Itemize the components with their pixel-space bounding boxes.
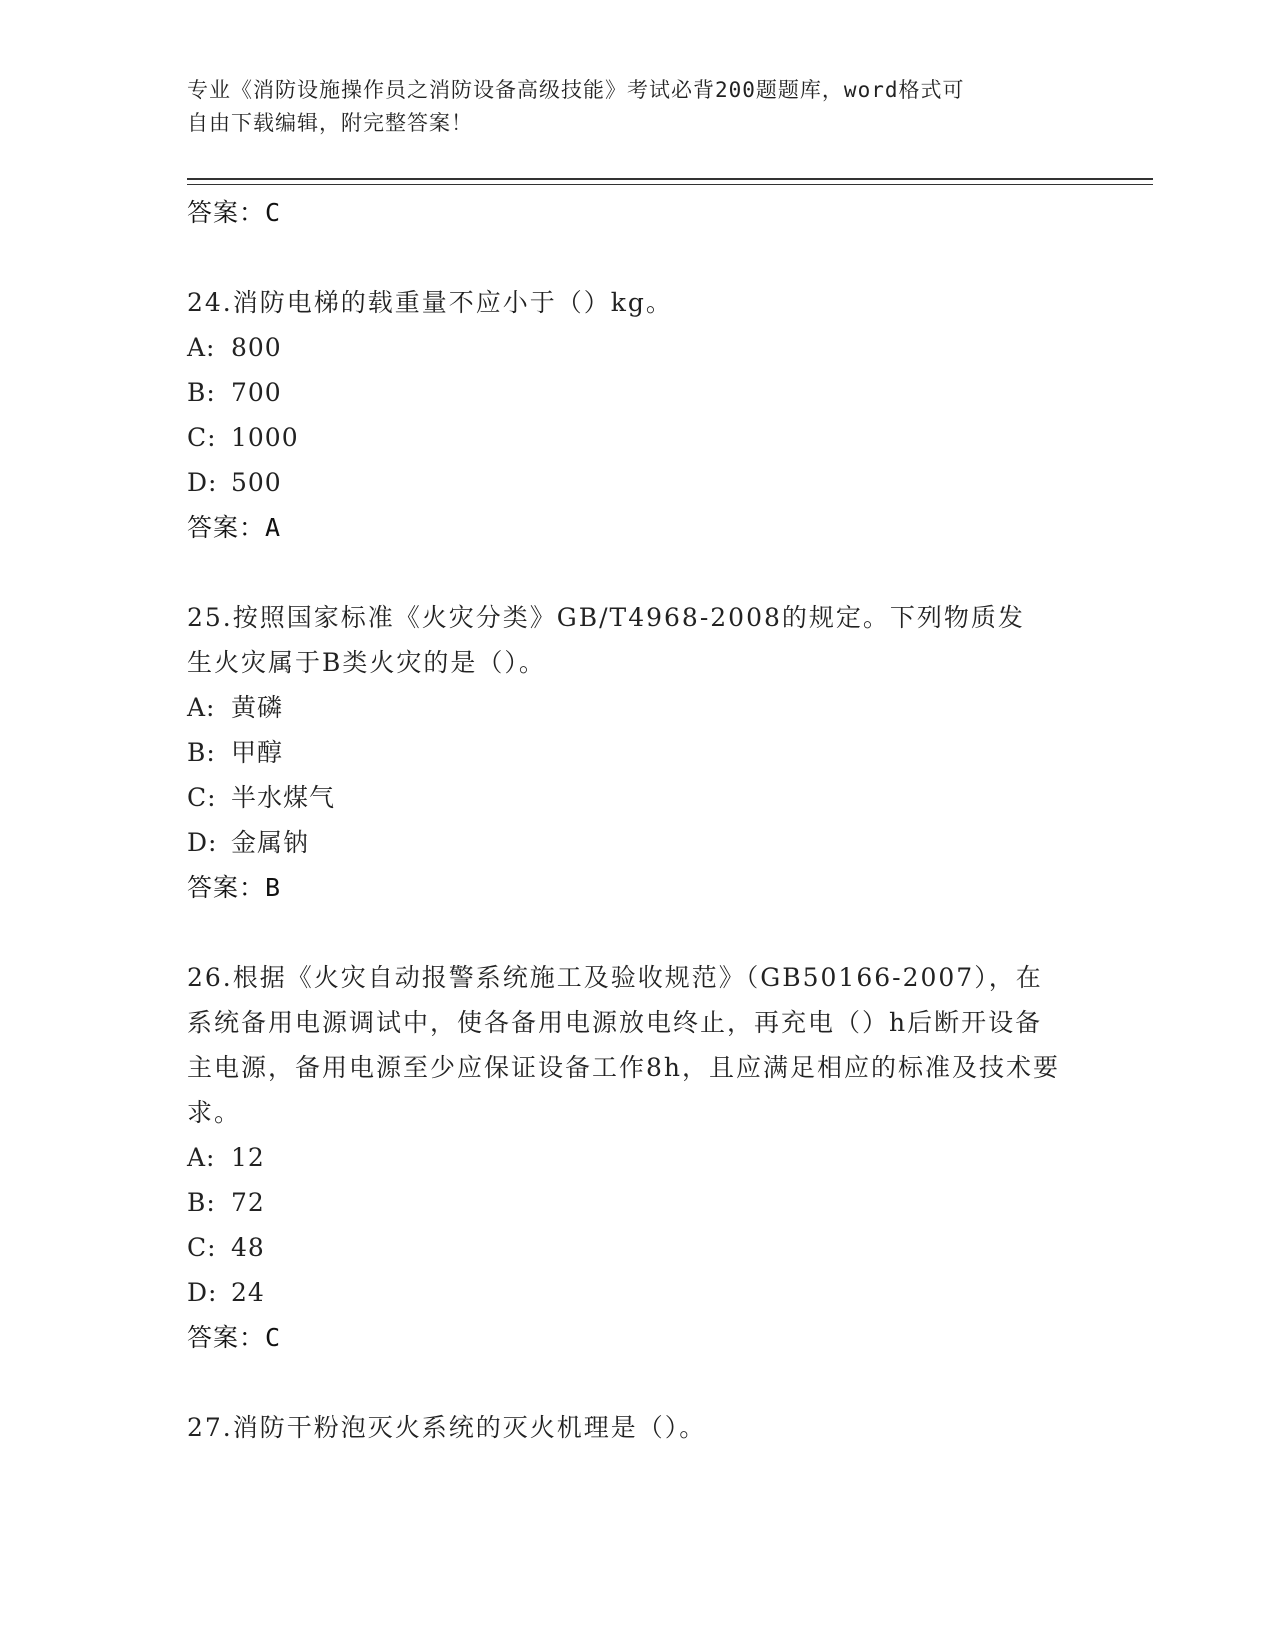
option-label: A:: [187, 333, 216, 362]
option-label: A:: [187, 1143, 216, 1172]
question-24: [187, 280, 1087, 551]
option-text: 72: [231, 1188, 265, 1217]
option-text: 24: [231, 1278, 265, 1307]
option-b: [187, 730, 1087, 775]
option-b: [187, 1180, 1087, 1225]
option-label: D:: [187, 828, 218, 857]
question-26: [187, 955, 1087, 1361]
option-label: C:: [187, 1233, 217, 1262]
spacer: [187, 1361, 1087, 1405]
option-c: [187, 415, 1087, 460]
option-text: 黄磷: [231, 693, 284, 722]
option-d: [187, 460, 1087, 505]
answer: 答案：A: [187, 513, 282, 542]
option-a: [187, 1135, 1087, 1180]
header-divider-thin: [187, 184, 1153, 185]
option-d: [187, 1270, 1087, 1315]
option-a: [187, 685, 1087, 730]
option-label: D:: [187, 1278, 218, 1307]
option-a: [187, 325, 1087, 370]
option-label: B:: [187, 1188, 216, 1217]
answer: 答案：C: [187, 1323, 282, 1352]
document-header: [187, 74, 1067, 140]
option-b: [187, 370, 1087, 415]
option-label: A:: [187, 693, 216, 722]
question-list: [187, 190, 1087, 1450]
header-line-2: 自由下载编辑，附完整答案！: [187, 111, 473, 135]
question-27: [187, 1405, 1087, 1450]
option-label: D:: [187, 468, 218, 497]
option-text: 800: [231, 333, 282, 362]
header-divider-thick: [187, 178, 1153, 180]
option-text: 700: [231, 378, 282, 407]
option-text: 48: [231, 1233, 265, 1262]
question-stem: 26.根据《火灾自动报警系统施工及验收规范》（GB50166-2007），在系统备用电源调试中，使各备用电源放电终止，再充电（）h后断开设备主电源，备用电源至少应保证设备工作8h，且应满足相应的标准及技术要求。: [187, 963, 1061, 1127]
option-d: [187, 820, 1087, 865]
spacer: [187, 911, 1087, 955]
question-25: [187, 595, 1087, 911]
option-text: 1000: [231, 423, 299, 452]
option-text: 500: [231, 468, 282, 497]
option-text: 甲醇: [231, 738, 284, 767]
option-label: B:: [187, 738, 216, 767]
option-label: B:: [187, 378, 216, 407]
previous-answer: 答案：C: [187, 198, 282, 227]
option-c: [187, 775, 1087, 820]
answer: 答案：B: [187, 873, 282, 902]
option-label: C:: [187, 783, 217, 812]
option-text: 半水煤气: [231, 783, 336, 812]
question-stem: 27.消防干粉泡灭火系统的灭火机理是（）。: [187, 1413, 707, 1442]
option-text: 金属钠: [231, 828, 310, 857]
question-stem: 25.按照国家标准《火灾分类》GB/T4968-2008的规定。下列物质发生火灾属于B类火灾的是（）。: [187, 603, 1025, 677]
spacer: [187, 551, 1087, 595]
spacer: [187, 236, 1087, 280]
question-stem: 24.消防电梯的载重量不应小于（）kg。: [187, 288, 673, 317]
option-text: 12: [231, 1143, 265, 1172]
option-label: C:: [187, 423, 217, 452]
option-c: [187, 1225, 1087, 1270]
header-line-1: 专业《消防设施操作员之消防设备高级技能》考试必背200题题库，word格式可: [187, 78, 965, 102]
